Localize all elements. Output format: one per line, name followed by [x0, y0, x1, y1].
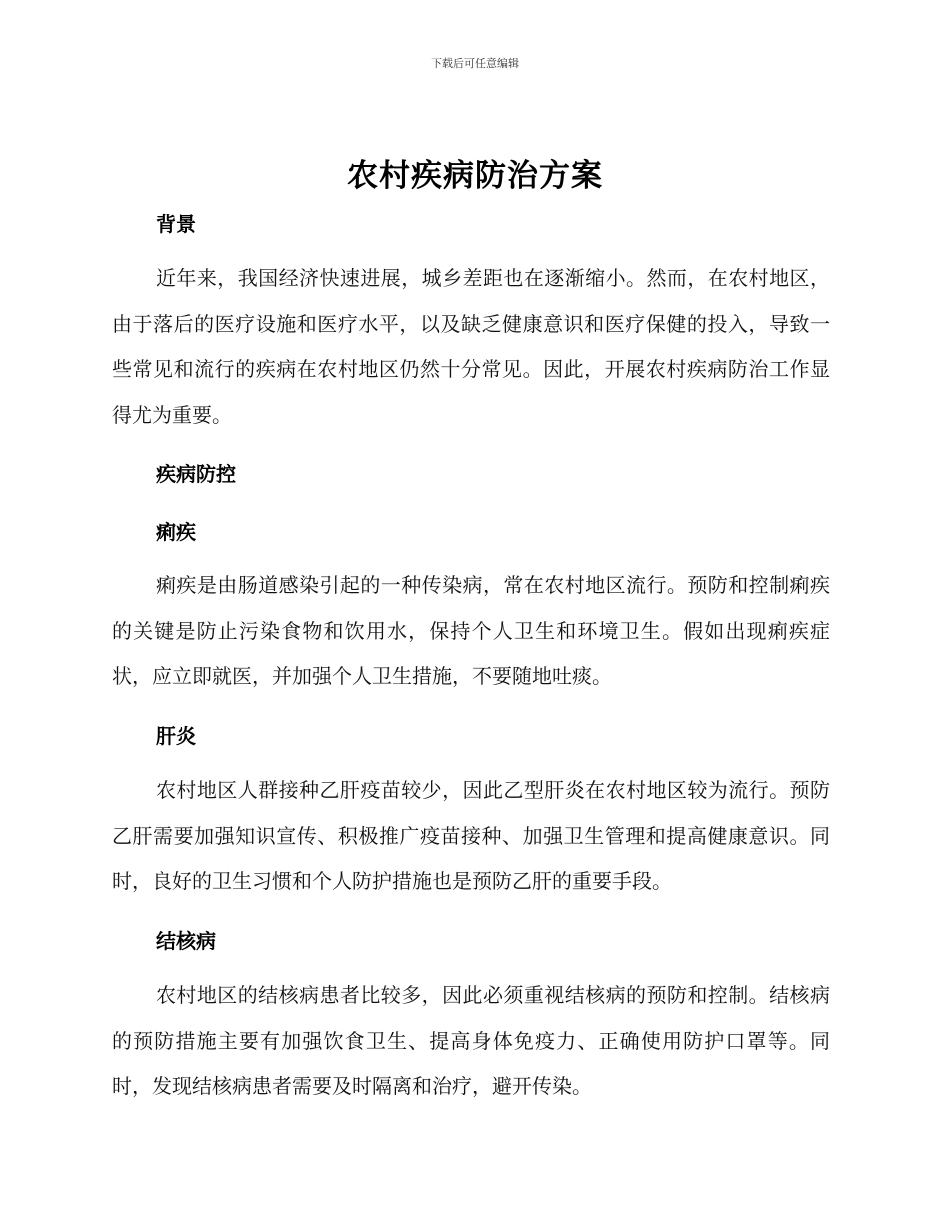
paragraph-hepatitis: 农村地区人群接种乙肝疫苗较少，因此乙型肝炎在农村地区较为流行。预防乙肝需要加强知识宣传、积极推广疫苗接种、加强卫生管理和提高健康意识。同时，良好的卫生习惯和个人防护措施也是预防乙肝的重要手段。 [112, 778, 830, 893]
paragraph-tuberculosis: 农村地区的结核病患者比较多，因此必须重视结核病的预防和控制。结核病的预防措施主要有加强饮食卫生、提高身体免疫力、正确使用防护口罩等。同时，发现结核病患者需要及时隔离和治疗，避开传染。 [112, 983, 830, 1098]
subsection-heading-dysentery: 痢疾 [156, 520, 196, 544]
subsection-heading-hepatitis: 肝炎 [156, 724, 196, 748]
paragraph-background: 近年来，我国经济快速进展，城乡差距也在逐渐缩小。然而，在农村地区，由于落后的医疗设施和医疗水平，以及缺乏健康意识和医疗保健的投入，导致一些常见和流行的疾病在农村地区仍然十分常见。因此，开展农村疾病防治工作显得尤为重要。 [112, 266, 830, 427]
paragraph-dysentery: 痢疾是由肠道感染引起的一种传染病，常在农村地区流行。预防和控制痢疾的关键是防止污染食物和饮用水，保持个人卫生和环境卫生。假如出现痢疾症状，应立即就医，并加强个人卫生措施，不要随地吐痰。 [112, 573, 830, 688]
section-heading-background: 背景 [156, 212, 196, 236]
document-title: 农村疾病防治方案 [347, 158, 603, 194]
page-header-note: 下载后可任意编辑 [431, 57, 519, 70]
subsection-heading-tuberculosis: 结核病 [156, 929, 216, 953]
section-heading-disease-prevention: 疾病防控 [156, 462, 236, 486]
